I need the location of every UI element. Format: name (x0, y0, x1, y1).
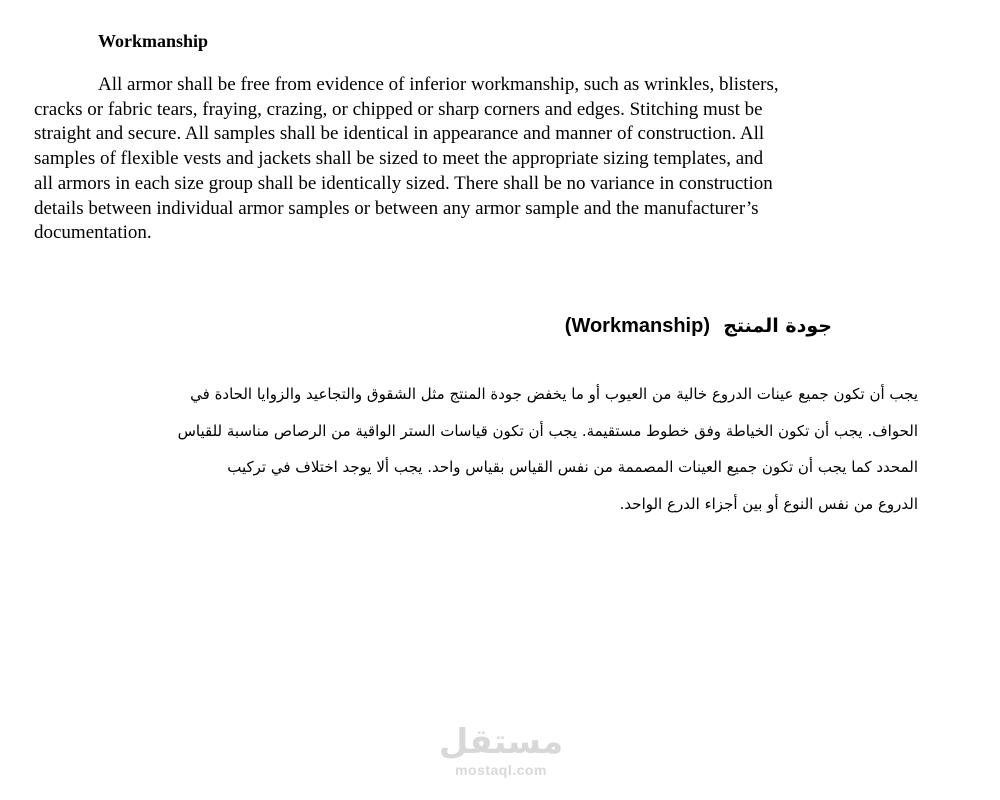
arabic-paragraph-line: الحواف. يجب أن تكون الخياطة وفق خطوط مستقيمة. يجب أن تكون قياسات الستر الواقية من الرصاص مناسبة للقياس (177, 421, 918, 440)
mostaql-watermark (436, 722, 566, 778)
english-paragraph-line: straight and secure. All samples shall be identical in appearance and manner of construction. All (34, 123, 765, 145)
arabic-paragraph-line: يجب أن تكون جميع عينات الدروع خالية من العيوب أو ما يخفض جودة المنتج مثل الشقوق والتجاعيد والزوايا الحادة في (190, 385, 918, 403)
english-section-heading: Workmanship (98, 31, 209, 51)
english-paragraph-line: cracks or fabric tears, fraying, crazing, or chipped or sharp corners and edges. Stitching must be (34, 98, 763, 120)
watermark-logo-url: mostaql.com (455, 762, 547, 778)
arabic-heading-english-term: (Workmanship) (564, 315, 710, 337)
arabic-paragraph-line: الدروع من نفس النوع أو بين أجزاء الدرع الواحد. (619, 494, 918, 513)
english-paragraph-line: all armors in each size group shall be identically sized. There shall be no variance in construction (34, 172, 773, 194)
english-paragraph-line: samples of flexible vests and jackets shall be sized to meet the appropriate sizing templates, and (34, 148, 764, 170)
arabic-paragraph (66, 376, 918, 522)
english-paragraph-line: documentation. (34, 222, 152, 244)
english-paragraph (34, 73, 874, 246)
english-paragraph-line: All armor shall be free from evidence of inferior workmanship, such as wrinkles, blisters, (98, 74, 779, 95)
arabic-section-heading (540, 311, 832, 341)
english-paragraph-line: details between individual armor samples or between any armor sample and the manufacturer’s (34, 197, 759, 219)
arabic-heading-text: جودة المنتج (723, 315, 832, 337)
watermark-logo-arabic: مستقل (438, 722, 564, 762)
arabic-paragraph-line: المحدد كما يجب أن تكون جميع العينات المصممة من نفس القياس بقياس واحد. يجب ألا يوجد اختلاف في تركيب (227, 458, 918, 476)
